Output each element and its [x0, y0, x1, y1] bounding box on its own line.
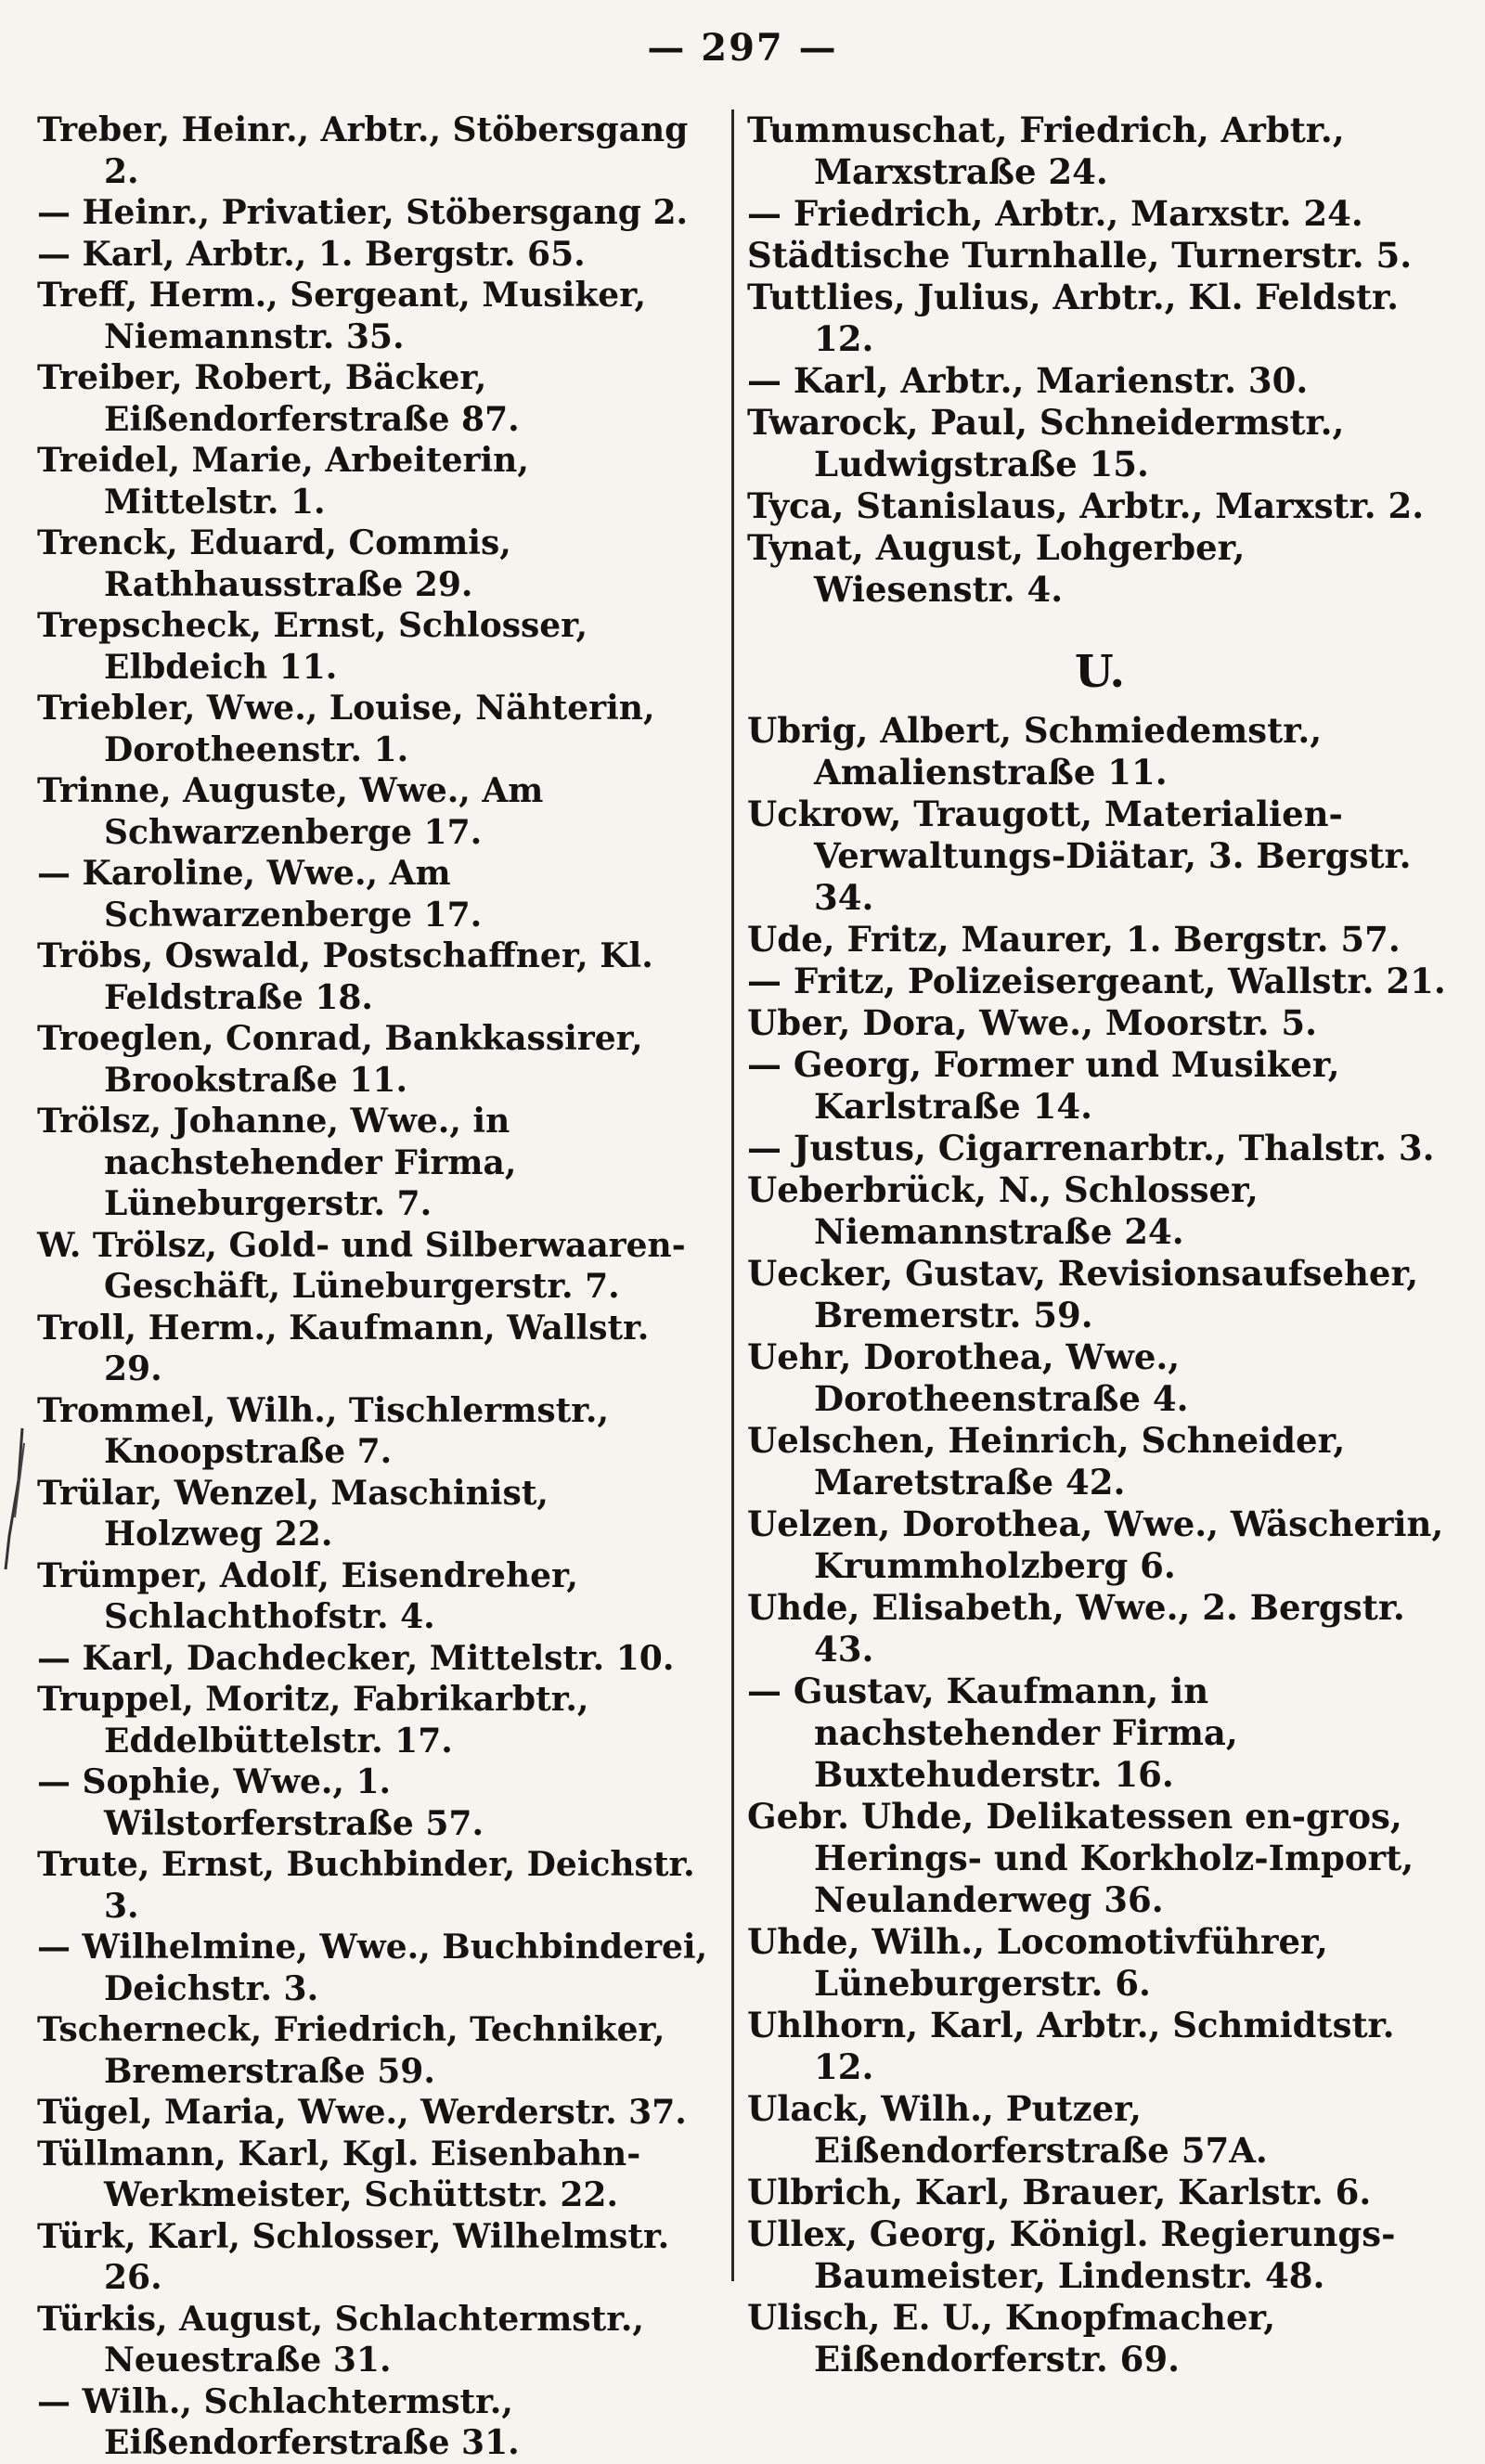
page-number: — 297 — — [647, 26, 838, 70]
directory-entry: Ulisch, E. U., Knopfmacher, Eißendorferstr. 69. — [747, 2297, 1276, 2380]
directory-entry: — Sophie, Wwe., 1. Wilstorferstraße 57. — [37, 1762, 484, 1843]
directory-entry: Tyca, Stanislaus, Arbtr., Marxstr. 2. — [747, 485, 1425, 526]
directory-entry: Tummuschat, Friedrich, Arbtr., Marxstraße 24. — [747, 110, 1345, 192]
directory-entry: Ulack, Wilh., Putzer, Eißendorferstraße 57A. — [747, 2088, 1268, 2171]
directory-entry: Tügel, Maria, Wwe., Werderstr. 37. — [37, 2093, 687, 2132]
directory-entry: Uhde, Wilh., Locomotivführer, Lüneburgerstr. 6. — [747, 1921, 1328, 2004]
directory-entry: Troll, Herm., Kaufmann, Wallstr. 29. — [37, 1308, 650, 1388]
directory-entry: Uehr, Dorothea, Wwe., Dorotheenstraße 4. — [747, 1336, 1189, 1419]
directory-entry: Trinne, Auguste, Wwe., Am Schwarzenberge 17. — [37, 771, 544, 852]
directory-entry: Treff, Herm., Sergeant, Musiker, Niemannstr. 35. — [37, 276, 647, 356]
directory-entry: Twarock, Paul, Schneidermstr., Ludwigstraße 15. — [747, 402, 1345, 484]
directory-entry: — Friedrich, Arbtr., Marxstr. 24. — [747, 193, 1363, 234]
directory-entry: Trölsz, Johanne, Wwe., in nachstehender Firma, Lüneburgerstr. 7. — [37, 1102, 517, 1223]
directory-entry: Tröbs, Oswald, Postschaffner, Kl. Feldstraße 18. — [37, 936, 653, 1017]
directory-entry: Gebr. Uhde, Delikatessen en-gros, Herings- und Korkholz-Import, Neulanderweg 36. — [747, 1796, 1414, 1920]
directory-entry: — Karoline, Wwe., Am Schwarzenberge 17. — [37, 854, 483, 935]
directory-entry: Tynat, August, Lohgerber, Wiesenstr. 4. — [747, 527, 1246, 610]
directory-entry: Uber, Dora, Wwe., Moorstr. 5. — [747, 1002, 1318, 1043]
directory-entry: — Karl, Arbtr., 1. Bergstr. 65. — [37, 234, 586, 274]
directory-entry: Uhde, Elisabeth, Wwe., 2. Bergstr. 43. — [747, 1587, 1405, 1670]
directory-entry: Tscherneck, Friedrich, Techniker, Bremerstraße 59. — [37, 2010, 665, 2091]
directory-entry: Treidel, Marie, Arbeiterin, Mittelstr. 1. — [37, 441, 529, 522]
left-column — [37, 110, 710, 2464]
directory-entry: Treiber, Robert, Bäcker, Eißendorferstraße 87. — [37, 358, 520, 439]
directory-entry: W. Trölsz, Gold- und Silberwaaren-Geschäft, Lüneburgerstr. 7. — [37, 1225, 686, 1306]
directory-entry: — Georg, Former und Musiker, Karlstraße 14. — [747, 1044, 1340, 1127]
directory-entry: Ullex, Georg, Königl. Regierungs-Baumeister, Lindenstr. 48. — [747, 2213, 1396, 2296]
directory-entry: — Gustav, Kaufmann, in nachstehender Firma, Buxtehuderstr. 16. — [747, 1671, 1238, 1795]
directory-entry: Uelzen, Dorothea, Wwe., Wäscherin, Krummholzberg 6. — [747, 1503, 1444, 1586]
directory-entry: Uckrow, Traugott, Materialien-Verwaltungs-Diätar, 3. Bergstr. 34. — [747, 793, 1412, 918]
directory-entry: Trenck, Eduard, Commis, Rathhausstraße 29. — [37, 523, 511, 604]
directory-entry: Tuttlies, Julius, Arbtr., Kl. Feldstr. 12. — [747, 277, 1399, 359]
directory-entry: Trepscheck, Ernst, Schlosser, Elbdeich 11. — [37, 606, 588, 687]
directory-entry: Trommel, Wilh., Tischlermstr., Knoopstraße 7. — [37, 1390, 609, 1471]
directory-entry: — Karl, Arbtr., Marienstr. 30. — [747, 360, 1309, 401]
directory-entry: — Wilhelmine, Wwe., Buchbinderei, Deichstr. 3. — [37, 1928, 708, 2008]
directory-entry: Truppel, Moritz, Fabrikarbtr., Eddelbüttelstr. 17. — [37, 1680, 589, 1761]
directory-entry: Uelschen, Heinrich, Schneider, Maretstraße 42. — [747, 1420, 1346, 1503]
directory-entry: Ubrig, Albert, Schmiedemstr., Amalienstraße 11. — [747, 710, 1323, 793]
directory-entry: — Heinr., Privatier, Stöbersgang 2. — [37, 193, 689, 232]
directory-entry: Trümper, Adolf, Eisendreher, Schlachthofstr. 4. — [37, 1555, 578, 1636]
directory-entry: — Karl, Dachdecker, Mittelstr. 10. — [37, 1638, 675, 1678]
directory-entry: Troeglen, Conrad, Bankkassirer, Brookstraße 11. — [37, 1019, 643, 1100]
directory-entry: Tüllmann, Karl, Kgl. Eisenbahn-Werkmeister, Schüttstr. 22. — [37, 2134, 641, 2214]
directory-entry: — Fritz, Polizeisergeant, Wallstr. 21. — [747, 961, 1446, 1001]
directory-entry: Türk, Karl, Schlosser, Wilhelmstr. 26. — [37, 2216, 670, 2297]
directory-entry: — Wilh., Schlachtermstr., Eißendorferstraße 31. — [37, 2381, 520, 2462]
directory-entry: Uecker, Gustav, Revisionsaufseher, Bremerstr. 59. — [747, 1253, 1419, 1335]
directory-entry: Ueberbrück, N., Schlosser, Niemannstraße 24. — [747, 1169, 1259, 1252]
directory-entry: Treber, Heinr., Arbtr., Stöbersgang 2. — [37, 110, 689, 191]
directory-entry: Trute, Ernst, Buchbinder, Deichstr. 3. — [37, 1845, 695, 1926]
directory-entry: Triebler, Wwe., Louise, Nähterin, Dorotheenstr. 1. — [37, 689, 655, 769]
margin-pencil-mark — [2, 1425, 30, 1573]
directory-entry: Türkis, August, Schlachtermstr., Neuestraße 31. — [37, 2299, 644, 2380]
right-column — [747, 110, 1453, 2380]
column-divider — [731, 110, 734, 2281]
directory-entry: Städtische Turnhalle, Turnerstr. 5. — [747, 235, 1413, 276]
directory-entry: Ude, Fritz, Maurer, 1. Bergstr. 57. — [747, 919, 1401, 960]
directory-entry: Ulbrich, Karl, Brauer, Karlstr. 6. — [747, 2172, 1372, 2212]
directory-entry: — Justus, Cigarrenarbtr., Thalstr. 3. — [747, 1128, 1435, 1168]
section-heading: U. — [1074, 646, 1126, 698]
directory-entry: Uhlhorn, Karl, Arbtr., Schmidtstr. 12. — [747, 2005, 1395, 2087]
directory-entry: Trülar, Wenzel, Maschinist, Holzweg 22. — [37, 1473, 549, 1554]
